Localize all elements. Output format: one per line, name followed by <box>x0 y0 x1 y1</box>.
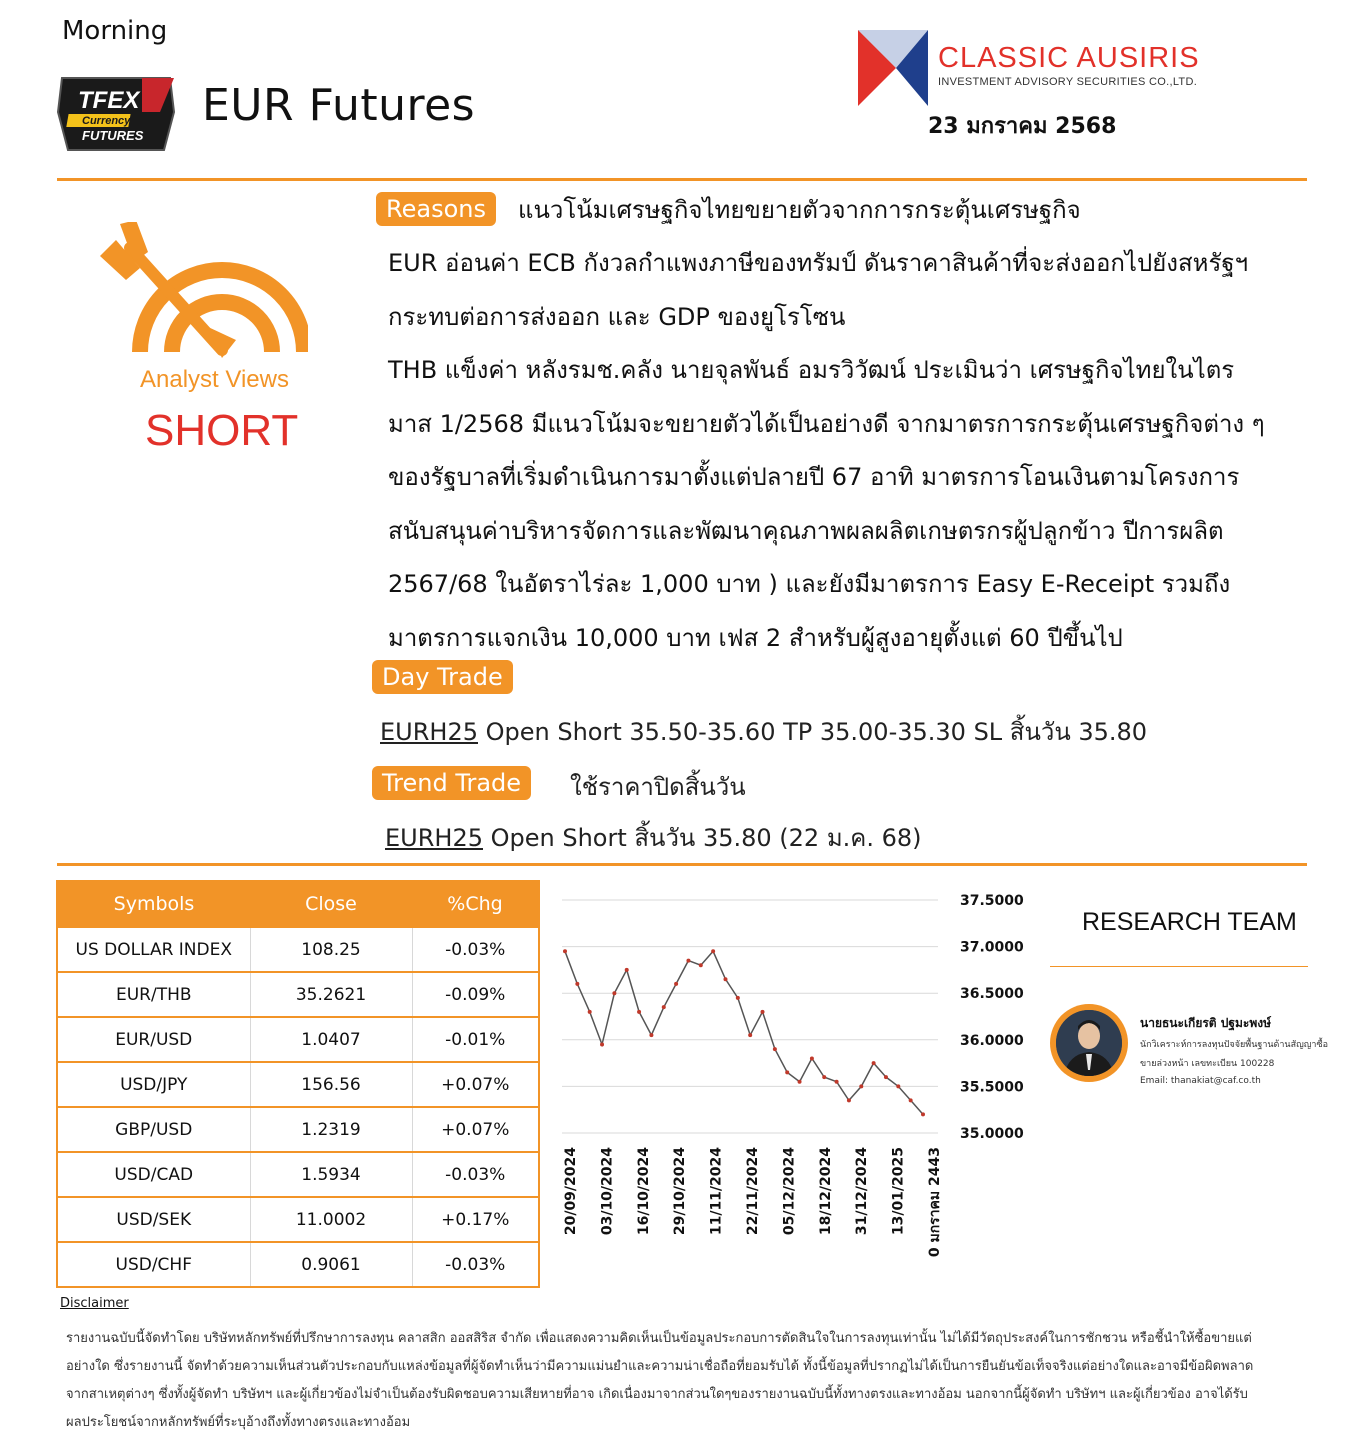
trend-trade-note: ใช้ราคาปิดสิ้นวัน <box>570 773 746 801</box>
reasons-badge: Reasons <box>376 192 496 226</box>
reason-line: ของรัฐบาลที่เริ่มดำเนินการมาตั้งแต่ปลายปี 67 อาทิ มาตรการโอนเงินตามโครงการ <box>388 463 1240 491</box>
trend-trade-badge: Trend Trade <box>372 766 531 800</box>
disclaimer-body <box>66 1325 1306 1437</box>
cell-close: 11.0002 <box>250 1197 412 1242</box>
reasons-body <box>388 237 1328 665</box>
reason-line: สนับสนุนค่าบริหารจัดการและพัฒนาคุณภาพผลผลิตเกษตรกรผู้ปลูกข้าว ปีการผลิต <box>388 516 1224 545</box>
price-point <box>612 991 616 995</box>
table-row <box>57 1197 539 1242</box>
cell-symbol: USD/CAD <box>57 1152 250 1197</box>
price-point <box>785 1070 789 1074</box>
tfex-currency-futures-logo <box>56 72 176 156</box>
y-tick-label: 35.0000 <box>960 1126 1024 1142</box>
cell-chg: +0.07% <box>412 1107 539 1152</box>
divider-middle <box>57 863 1307 866</box>
x-tick-label: 29/10/2024 <box>672 1147 689 1236</box>
y-tick-label: 36.0000 <box>960 1032 1024 1049</box>
cell-close: 1.0407 <box>250 1017 412 1062</box>
x-tick-label: 18/12/2024 <box>817 1147 834 1236</box>
price-point <box>699 963 703 967</box>
price-point <box>637 1010 641 1014</box>
price-point <box>859 1084 863 1088</box>
price-point <box>798 1080 802 1084</box>
analyst-role-line: นักวิเคราะห์การลงทุนปัจจัยพื้นฐานด้านสัญญาซื้อ <box>1140 1040 1328 1050</box>
x-tick-label: 03/10/2024 <box>599 1147 616 1236</box>
cell-close: 1.2319 <box>250 1107 412 1152</box>
analyst-name: นายธนะเกียรติ ปฐมะพงษ์ <box>1140 1016 1272 1030</box>
cell-close: 35.2621 <box>250 972 412 1017</box>
disclaimer-line: ผลประโยชน์จากหลักทรัพย์ที่ระบุอ้างถึงทั้งทางตรงและทางอ้อม <box>66 1415 411 1430</box>
price-point <box>748 1033 752 1037</box>
x-tick-label: 11/11/2024 <box>708 1147 725 1236</box>
reason-line: 2567/68 ในอัตราไร่ละ 1,000 บาท ) และยังมีมาตรการ Easy E-Receipt รวมถึง <box>388 570 1231 598</box>
price-point <box>723 977 727 981</box>
price-point <box>810 1056 814 1060</box>
price-point <box>625 968 629 972</box>
chart-svg <box>550 885 1030 1275</box>
price-point <box>736 996 740 1000</box>
table-row <box>57 1062 539 1107</box>
price-point <box>674 982 678 986</box>
disclaimer-title: Disclaimer <box>60 1296 129 1311</box>
column-header-symbols: Symbols <box>57 881 250 927</box>
x-tick-label: 16/10/2024 <box>635 1147 652 1236</box>
fx-table <box>56 880 540 1288</box>
classic-ausiris-logo-mark <box>858 30 928 106</box>
avatar <box>1050 1004 1128 1082</box>
analyst-views-label: Analyst Views <box>140 366 289 393</box>
cell-close: 0.9061 <box>250 1242 412 1287</box>
x-tick-label: 31/12/2024 <box>854 1147 871 1236</box>
brand-name: CLASSIC AUSIRIS <box>938 42 1200 74</box>
price-point <box>835 1080 839 1084</box>
table-row <box>57 927 539 972</box>
x-tick-label: 05/12/2024 <box>781 1147 798 1236</box>
price-point <box>872 1061 876 1065</box>
research-team-title: RESEARCH TEAM <box>1082 908 1297 936</box>
brand-subtitle: INVESTMENT ADVISORY SECURITIES CO.,LTD. <box>938 76 1198 88</box>
analyst-email: Email: thanakiat@caf.co.th <box>1140 1076 1261 1086</box>
target-arrow-icon <box>96 222 308 360</box>
y-tick-label: 37.0000 <box>960 939 1024 956</box>
cell-close: 156.56 <box>250 1062 412 1107</box>
analyst-role-line: ขายล่วงหน้า เลขทะเบียน 100228 <box>1140 1059 1275 1069</box>
reason-first-line: แนวโน้มเศรษฐกิจไทยขยายตัวจากการกระตุ้นเศรษฐกิจ <box>518 196 1081 224</box>
day-trade-badge: Day Trade <box>372 660 513 694</box>
research-team-divider <box>1050 966 1308 967</box>
analyst-role <box>1140 1036 1340 1074</box>
eurthb-price-chart <box>550 885 1030 1275</box>
table-row <box>57 1107 539 1152</box>
cell-symbol: EUR/THB <box>57 972 250 1017</box>
table-row <box>57 1242 539 1287</box>
price-point <box>662 1005 666 1009</box>
svg-text:FUTURES: FUTURES <box>82 128 144 143</box>
cell-chg: -0.01% <box>412 1017 539 1062</box>
reason-line: EUR อ่อนค่า ECB กังวลกำแพงภาษีของทรัมป์ ดันราคาสินค้าที่จะส่งออกไปยังสหรัฐฯ <box>388 249 1249 277</box>
price-point <box>884 1075 888 1079</box>
y-tick-label: 37.5000 <box>960 893 1024 909</box>
reason-line: มาตรการแจกเงิน 10,000 บาท เฟส 2 สำหรับผู้สูงอายุตั้งแต่ 60 ปีขึ้นไป <box>388 623 1123 652</box>
y-tick-label: 35.5000 <box>960 1079 1024 1096</box>
column-header-close: Close <box>250 881 412 927</box>
price-point <box>896 1084 900 1088</box>
person-icon <box>1056 1010 1122 1076</box>
table-row <box>57 972 539 1017</box>
price-point <box>909 1098 913 1102</box>
day-trade-symbol: EURH25 <box>380 718 478 746</box>
trend-trade-text: Open Short สิ้นวัน 35.80 (22 ม.ค. 68) <box>483 824 922 852</box>
svg-text:Currency: Currency <box>82 115 131 127</box>
table-row <box>57 1017 539 1062</box>
reason-line: THB แข็งค่า หลังรมช.คลัง นายจุลพันธ์ อมรวิวัฒน์ ประเมินว่า เศรษฐกิจไทยในไตร <box>388 356 1235 384</box>
cell-chg: +0.17% <box>412 1197 539 1242</box>
trend-trade-line <box>385 818 922 857</box>
price-point <box>921 1112 925 1116</box>
disclaimer-line: จากสาเหตุต่างๆ ซึ่งทั้งผู้จัดทำ บริษัทฯ และผู้เกี่ยวข้องไม่จำเป็นต้องรับผิดชอบความเสียหายที่อาจ เกิดเนื่องมาจากส่วนใดๆของรายงานฉบับนี้ทั้งทางตรงและทางอ้อม นอกจากนี้ผู้จัดทำ บริษัทฯ และผู้เกี่ยวข้อง อาจได้รับ <box>66 1387 1248 1402</box>
price-point <box>686 959 690 963</box>
cell-close: 1.5934 <box>250 1152 412 1197</box>
signal-short: SHORT <box>145 406 299 455</box>
table-header-row <box>57 881 539 927</box>
x-tick-label: 20/09/2024 <box>563 1147 579 1236</box>
price-line <box>565 951 923 1114</box>
reason-line: มาส 1/2568 มีแนวโน้มจะขยายตัวได้เป็นอย่างดี จากมาตรการกระตุ้นเศรษฐกิจต่าง ๆ <box>388 409 1265 438</box>
cell-close: 108.25 <box>250 927 412 972</box>
disclaimer-line: อย่างใด ซึ่งรายงานนี้ จัดทำด้วยความเห็นส่วนตัวประกอบกับแหล่งข้อมูลที่ผู้จัดทำเห็นว่ามีความแม่นยำและความน่าเชื่อถือที่ยอมรับได้ ทั้งนี้ข้อมูลที่ปรากฏไม่ได้เป็นการยืนยันข้อเท็จจริงแต่อย่างใดและอาจมีข้อผิดพลาด <box>66 1359 1254 1374</box>
price-point <box>575 982 579 986</box>
price-point <box>711 949 715 953</box>
table-row <box>57 1152 539 1197</box>
cell-symbol: USD/CHF <box>57 1242 250 1287</box>
price-point <box>600 1042 604 1046</box>
price-point <box>588 1010 592 1014</box>
price-point <box>563 949 567 953</box>
cell-chg: -0.09% <box>412 972 539 1017</box>
day-trade-line <box>380 712 1147 751</box>
morning-label: Morning <box>62 16 168 46</box>
x-tick-label: 13/01/2025 <box>890 1147 907 1236</box>
cell-symbol: US DOLLAR INDEX <box>57 927 250 972</box>
y-tick-label: 36.5000 <box>960 986 1024 1003</box>
cell-chg: -0.03% <box>412 1152 539 1197</box>
x-tick-label: 22/11/2024 <box>745 1147 761 1236</box>
report-date: 23 มกราคม 2568 <box>928 114 1117 139</box>
price-point <box>847 1098 851 1102</box>
price-point <box>649 1033 653 1037</box>
trend-trade-symbol: EURH25 <box>385 824 483 852</box>
price-point <box>773 1047 777 1051</box>
price-point <box>822 1075 826 1079</box>
cell-chg: -0.03% <box>412 927 539 972</box>
day-trade-text: Open Short 35.50-35.60 TP 35.00-35.30 SL สิ้นวัน 35.80 <box>478 718 1148 746</box>
price-point <box>761 1010 765 1014</box>
page-title: EUR Futures <box>202 80 476 131</box>
cell-symbol: EUR/USD <box>57 1017 250 1062</box>
cell-chg: +0.07% <box>412 1062 539 1107</box>
divider-top <box>57 178 1307 181</box>
svg-text:TFEX: TFEX <box>78 87 140 114</box>
reason-line: กระทบต่อการส่งออก และ GDP ของยูโรโซน <box>388 302 846 331</box>
disclaimer-line: รายงานฉบับนี้จัดทำโดย บริษัทหลักทรัพย์ที่ปรึกษาการลงทุน คลาสสิก ออสสิริส จำกัด เพื่อแสดงความคิดเห็นเป็นข้อมูลประกอบการตัดสินใจในการลงทุนเท่านั้น ไม่ได้มีวัตถุประสงค์ในการชักชวน หรือชี้นำให้ซื้อขายแต่ <box>66 1331 1252 1346</box>
cell-symbol: GBP/USD <box>57 1107 250 1152</box>
x-tick-label: 0 มกราคม 2443 <box>927 1147 943 1258</box>
cell-symbol: USD/JPY <box>57 1062 250 1107</box>
cell-symbol: USD/SEK <box>57 1197 250 1242</box>
cell-chg: -0.03% <box>412 1242 539 1287</box>
column-header-chg: %Chg <box>412 881 539 927</box>
